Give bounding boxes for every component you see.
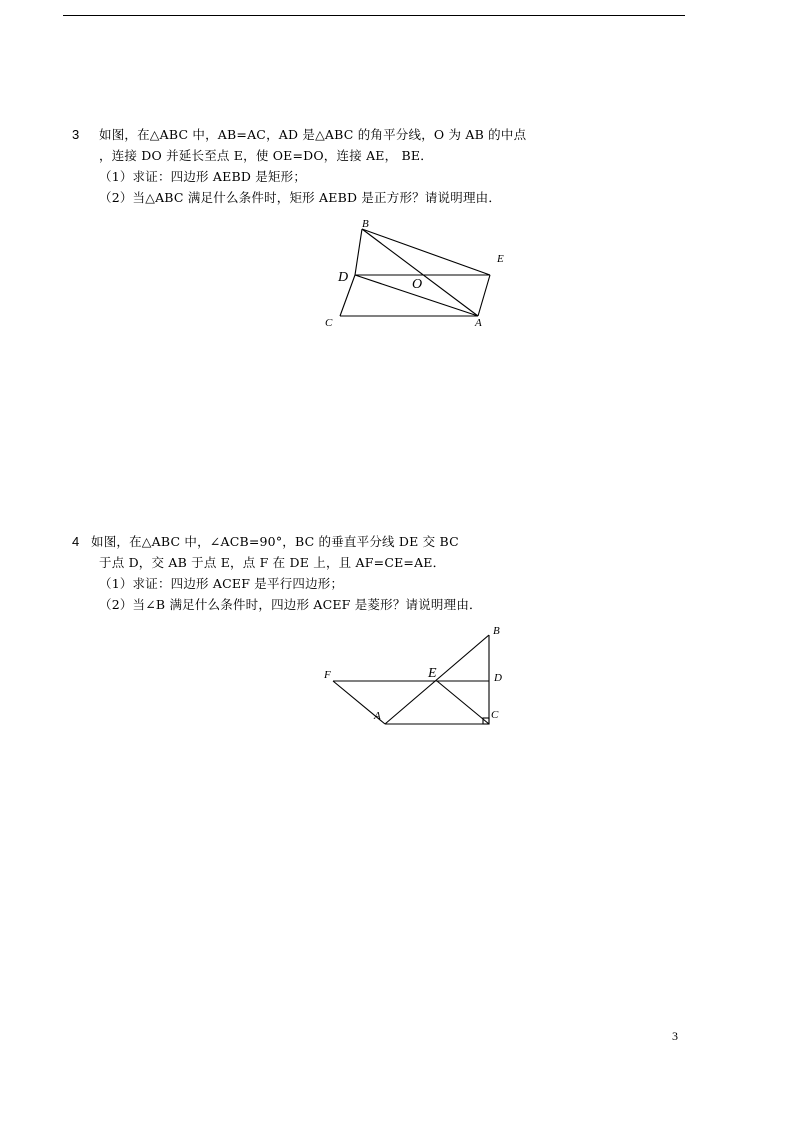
label-E: E [428,666,437,681]
label-A: A [374,710,381,722]
problem-4-number: 4 [72,534,80,549]
label-D: D [494,672,502,684]
problem-4-question-1: （1）求证：四边形 ACEF 是平行四边形； [99,576,344,591]
label-A: A [475,317,482,329]
problem-3-question-2: （2）当△ABC 满足什么条件时，矩形 AEBD 是正方形？请说明理由． [99,190,502,205]
segment-EA [478,275,490,316]
label-B: B [493,625,500,637]
label-O: O [412,277,423,292]
label-E: E [497,253,504,265]
label-B: B [362,218,369,230]
label-C: C [325,317,333,329]
problem-3-figure [320,212,520,332]
label-C: C [491,709,499,721]
segment-BA [362,229,478,316]
problem-4-statement-line-2: 于点 D，交 AB 于点 E，点 F 在 DE 上，且 AF=CE=AE． [99,555,446,570]
problem-3-number: 3 [72,127,80,142]
problem-4-figure [318,620,518,730]
segment-BD [355,229,362,275]
page-number: 3 [672,1029,678,1043]
problem-3-statement-line-2: ，连接 DO 并延长至点 E，使 OE=DO，连接 AE， BE． [99,148,433,163]
label-D: D [338,270,349,285]
segment-EC [437,681,489,724]
segment-BE [362,229,490,275]
problem-4-statement-line-1: 如图，在△ABC 中，∠ACB=90°，BC 的垂直平分线 DE 交 BC [91,534,459,549]
problem-4-question-2: （2）当∠B 满足什么条件时，四边形 ACEF 是菱形？请说明理由． [99,597,482,612]
header-rule [63,15,685,16]
problem-3-question-1: （1）求证：四边形 AEBD 是矩形； [99,169,307,184]
problem-3-statement-line-1: 如图，在△ABC 中，AB=AC，AD 是△ABC 的角平分线，O 为 AB 的中点 [99,127,527,142]
label-F: F [324,669,331,681]
